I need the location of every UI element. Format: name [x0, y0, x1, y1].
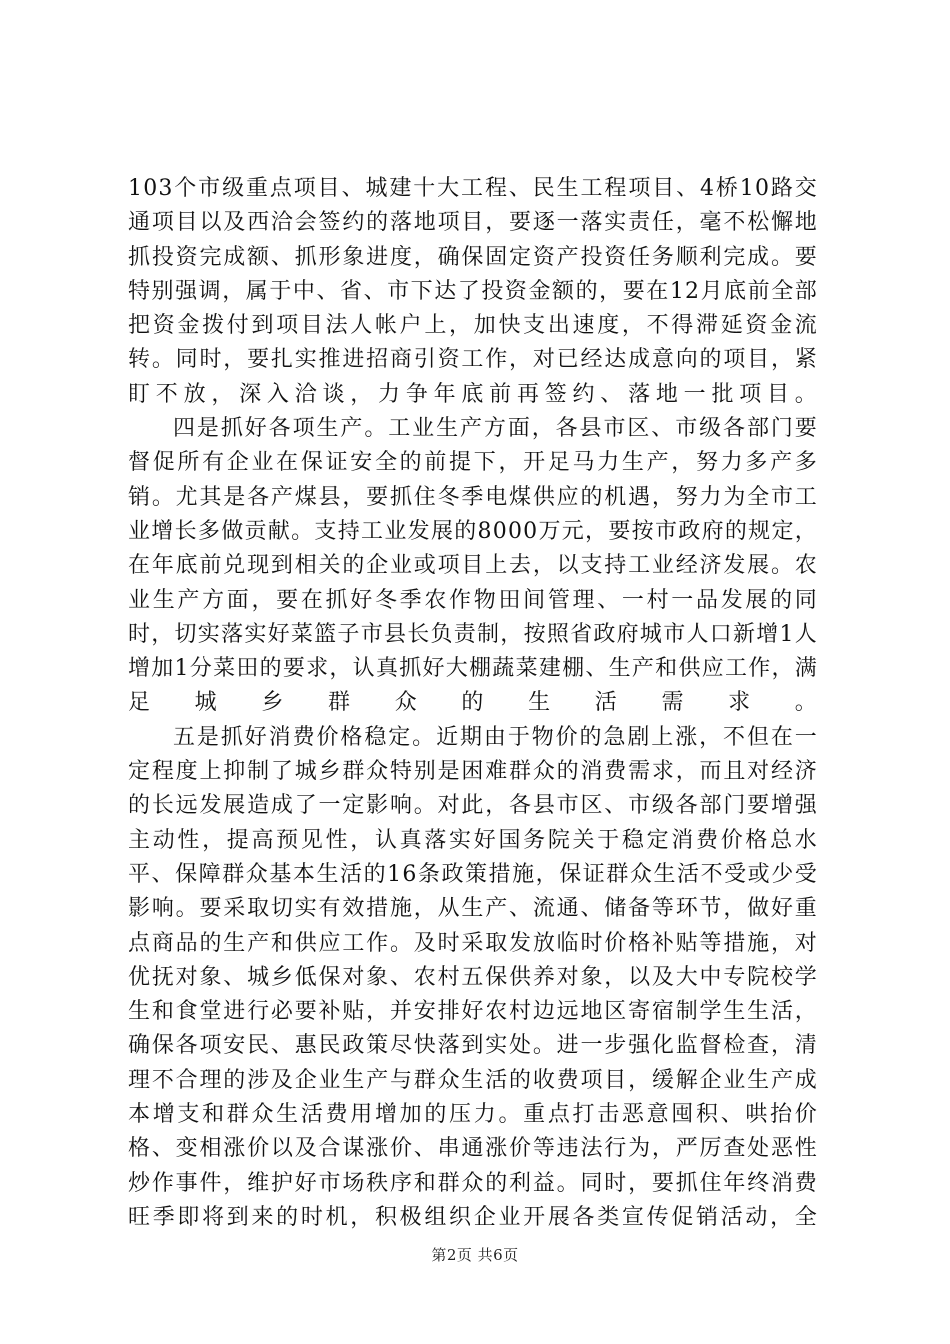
document-body: [128, 172, 818, 1235]
page-number-footer: 第2页 共6页: [431, 1246, 519, 1264]
paragraph-prices: 五是抓好消费价格稳定。近期由于物价的急剧上涨，不但在一定程度上抑制了城乡群众特别是困难群众的消费需求，而且对经济的长远发展造成了一定影响。对此，各县市区、市级各部门要增强主动性，提高预见性，认真落实好国务院关于稳定消费价格总水平、保障群众基本生活的16条政策措施，保证群众生活不受或少受影响。要采取切实有效措施，从生产、流通、储备等环节，做好重点商品的生产和供应工作。及时采取发放临时价格补贴等措施，对优抚对象、城乡低保对象、农村五保供养对象，以及大中专院校学生和食堂进行必要补贴，并安排好农村边远地区寄宿制学生生活，确保各项安民、惠民政策尽快落到实处。进一步强化监督检查，清理不合理的涉及企业生产与群众生活的收费项目，缓解企业生产成本增支和群众生活费用增加的压力。重点打击恶意囤积、哄抬价格、变相涨价以及合谋涨价、串通涨价等违法行为，严厉查处恶性炒作事件，维护好市场秩序和群众的利益。同时，要抓住年终消费旺季即将到来的时机，积极组织企业开展各类宣传促销活动，全: [128, 724, 818, 1230]
paragraph-production: 四是抓好各项生产。工业生产方面，各县市区、市级各部门要督促所有企业在保证安全的前提下，开足马力生产，努力多产多销。尤其是各产煤县，要抓住冬季电煤供应的机遇，努力为全市工业增长多做贡献。支持工业发展的8000万元，要按市政府的规定，在年底前兑现到相关的企业或项目上去，以支持工业经济发展。农业生产方面，要在抓好冬季农作物田间管理、一村一品发展的同时，切实落实好菜篮子市县长负责制，按照省政府城市人口新增1人增加1分菜田的要求，认真抓好大棚蔬菜建棚、生产和供应工作，满足城乡群众的生活需求。: [128, 416, 818, 716]
paragraph-continued: 103个市级重点项目、城建十大工程、民生工程项目、4桥10路交通项目以及西洽会签约的落地项目，要逐一落实责任，毫不松懈地抓投资完成额、抓形象进度，确保固定资产投资任务顺利完成。要特别强调，属于中、省、市下达了投资金额的，要在12月底前全部把资金拨付到项目法人帐户上，加快支出速度，不得滞延资金流转。同时，要扎实推进招商引资工作，对已经达成意向的项目，紧盯不放，深入洽谈，力争年底前再签约、落地一批项目。: [128, 176, 818, 407]
